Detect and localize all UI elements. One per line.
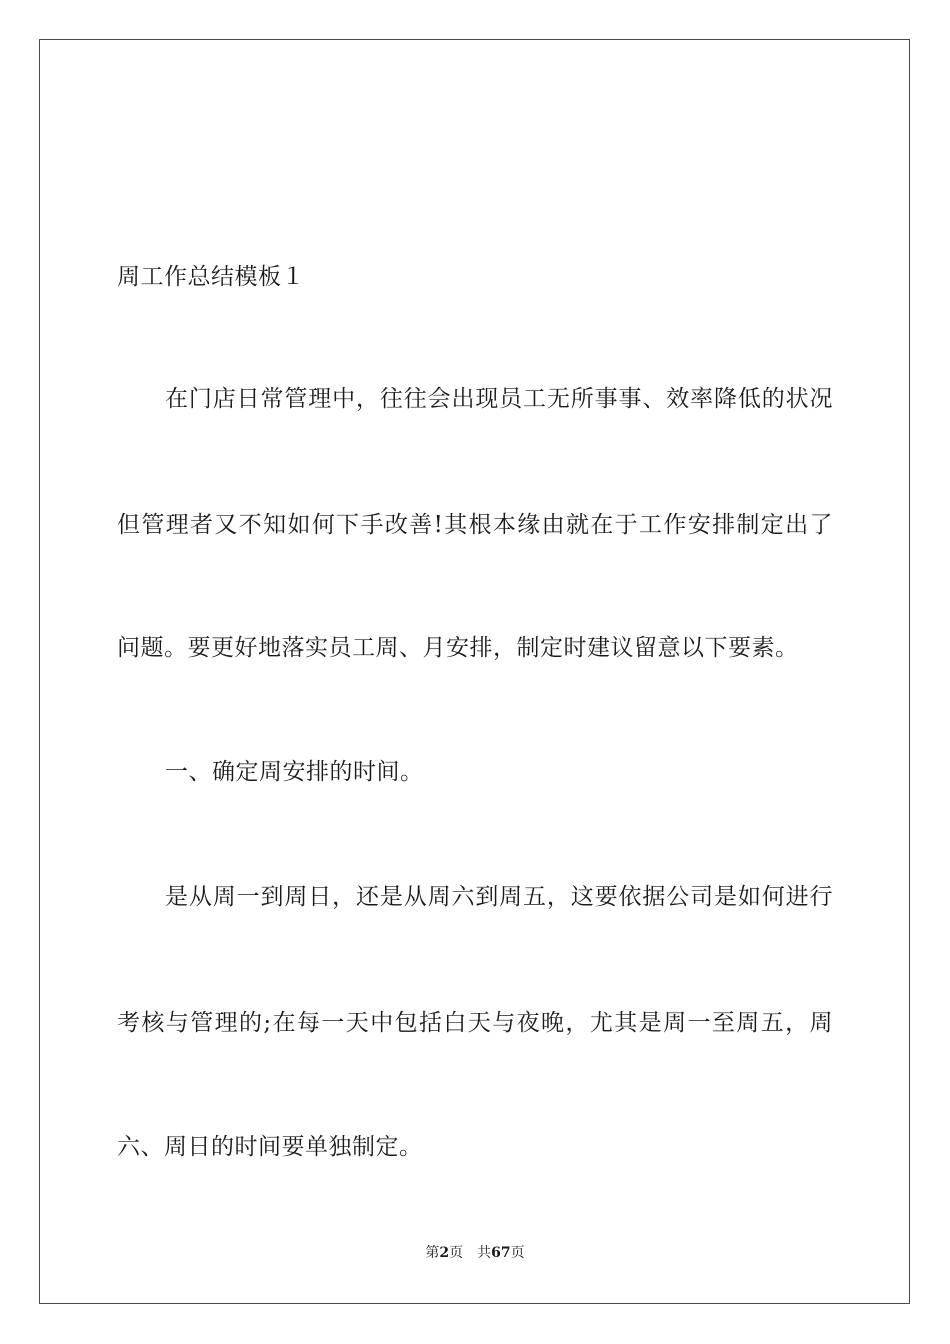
page-prefix: 第 bbox=[425, 1245, 440, 1261]
page-suffix: 页 bbox=[449, 1245, 464, 1261]
total-prefix: 共 bbox=[477, 1245, 492, 1261]
paragraph-1-line-2: 但管理者又不知如何下手改善!其根本缘由就在于工作安排制定出了 bbox=[117, 512, 833, 538]
section-heading-1: 一、确定周安排的时间。 bbox=[165, 759, 424, 785]
paragraph-2-line-3: 六、周日的时间要单独制定。 bbox=[117, 1134, 423, 1160]
paragraph-1-line-3: 问题。要更好地落实员工周、月安排，制定时建议留意以下要素。 bbox=[117, 635, 799, 661]
page-number: 2 bbox=[439, 1245, 450, 1261]
document-title: 周工作总结模板１ bbox=[117, 264, 305, 290]
total-suffix: 页 bbox=[510, 1245, 525, 1261]
paragraph-1-line-1: 在门店日常管理中，往往会出现员工无所事事、效率降低的状况 bbox=[165, 386, 833, 412]
page-footer bbox=[0, 1244, 950, 1262]
page-frame bbox=[39, 39, 910, 1304]
paragraph-2-line-2: 考核与管理的;在每一天中包括白天与夜晚，尤其是周一至周五，周 bbox=[117, 1010, 833, 1036]
paragraph-2-line-1: 是从周一到周日，还是从周六到周五，这要依据公司是如何进行 bbox=[165, 884, 833, 910]
total-pages: 67 bbox=[491, 1245, 511, 1261]
